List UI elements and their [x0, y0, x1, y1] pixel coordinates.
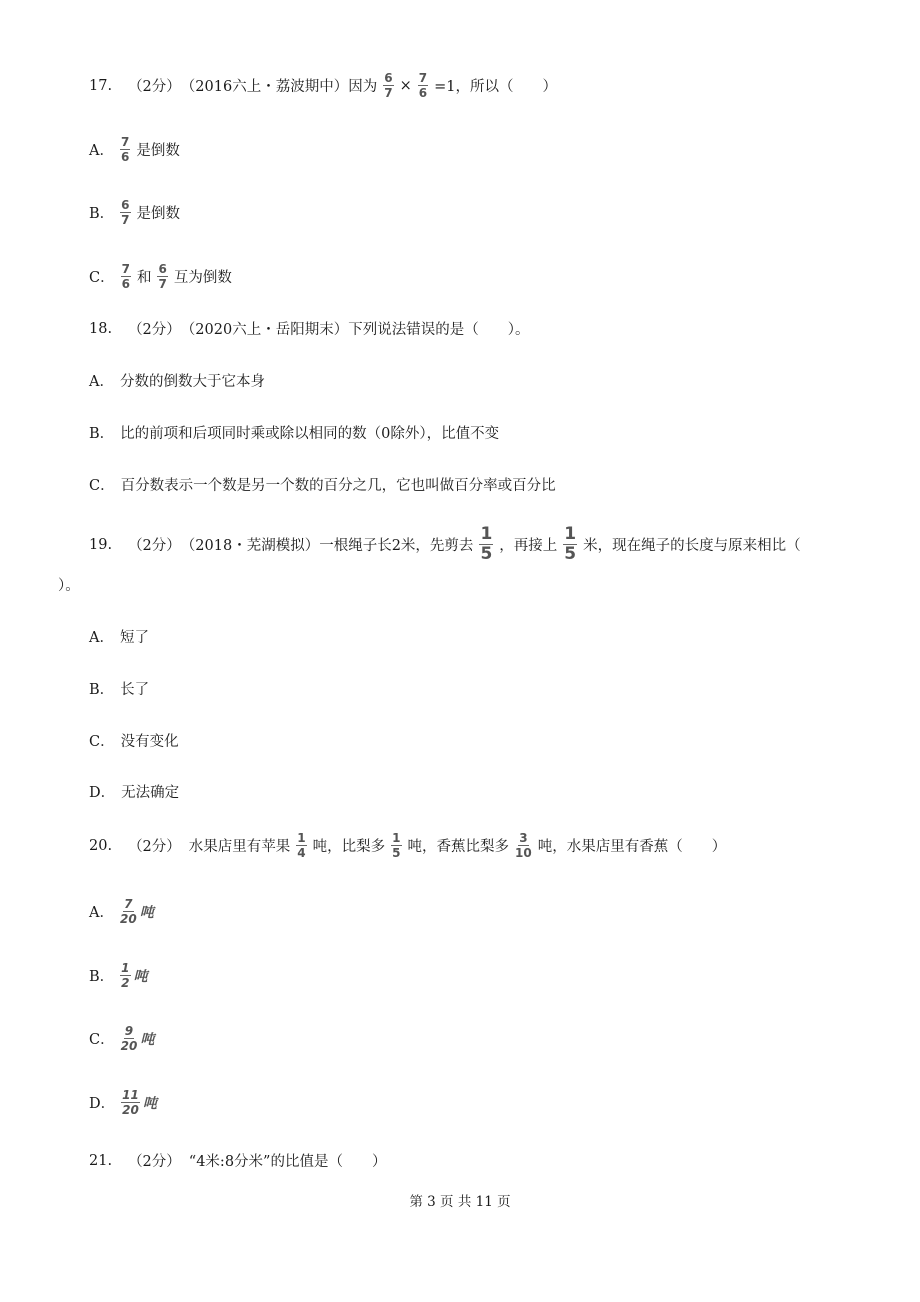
question-text: （2020六上・岳阳期末）下列说法错误的是（ ）。	[180, 322, 530, 338]
option-b[interactable]	[89, 962, 148, 989]
option-label: A．	[89, 143, 114, 159]
question-text: =1，所以（ ）	[434, 79, 557, 95]
fraction: $\frac{3}{10}$	[515, 831, 532, 860]
fraction: $\frac{1}{2}$	[121, 961, 130, 990]
question-text: ×	[399, 77, 412, 94]
option-text: 长了	[120, 682, 150, 698]
unit-text: 吨	[142, 1095, 157, 1112]
question-score: （2分）	[128, 538, 181, 554]
option-text: 和	[136, 270, 152, 286]
fraction: $\frac{7}{6}$	[120, 135, 130, 164]
question-text: 吨，水果店里有香蕉（ ）	[537, 839, 727, 855]
question-number: 19.	[89, 536, 113, 553]
question-17-stem	[89, 72, 557, 99]
fraction: $\frac{9}{20}$	[120, 1024, 138, 1053]
option-label: C．	[89, 270, 115, 286]
option-text: 短了	[119, 630, 149, 646]
option-c[interactable]	[89, 730, 179, 751]
option-d[interactable]	[89, 1089, 157, 1116]
unit-text: 吨	[140, 1031, 155, 1048]
fraction: $\frac{7}{6}$	[121, 262, 130, 291]
option-text: 是倒数	[136, 206, 181, 222]
question-score: （2分）	[128, 322, 181, 338]
option-c[interactable]	[89, 474, 556, 495]
option-label: C．	[89, 734, 115, 750]
option-label: C．	[89, 478, 115, 494]
question-number: 18.	[89, 320, 113, 337]
option-text: 百分数表示一个数是另一个数的百分之几，它也叫做百分率或百分比	[120, 478, 556, 494]
question-score: （2分）	[128, 1154, 181, 1170]
option-a[interactable]	[89, 626, 149, 647]
fraction: $\frac{1}{5}$	[392, 831, 401, 860]
fraction: $\frac{6}{7}$	[158, 262, 167, 291]
option-text: 比的前项和后项同时乘或除以相同的数（0除外），比值不变	[120, 426, 500, 442]
fraction: $\frac{6}{7}$	[384, 71, 393, 100]
fraction: $\frac{1}{5}$	[480, 524, 493, 564]
question-19-stem-cont	[58, 574, 80, 595]
option-d[interactable]	[89, 781, 179, 802]
option-a[interactable]	[89, 136, 180, 163]
option-label: A．	[89, 905, 114, 921]
option-a[interactable]	[89, 898, 154, 925]
unit-text: 吨	[139, 904, 154, 921]
question-text: ）。	[58, 578, 80, 594]
option-label: C．	[89, 1032, 115, 1048]
question-21-stem	[89, 1150, 386, 1171]
option-label: A．	[89, 374, 114, 390]
option-text: 无法确定	[121, 785, 180, 801]
option-label: B．	[89, 426, 115, 442]
question-19-stem	[89, 526, 801, 563]
option-text: 互为倒数	[173, 270, 232, 286]
question-text: 吨，香蕉比梨多	[407, 839, 510, 855]
question-18-stem	[89, 318, 529, 339]
question-text: “4米:8分米”的比值是（ ）	[188, 1154, 387, 1170]
question-text: 米，现在绳子的长度与原来相比（	[583, 538, 801, 554]
option-b[interactable]	[89, 199, 180, 226]
page-footer: 第 3 页 共 11 页	[409, 1194, 511, 1210]
question-20-stem	[89, 832, 726, 859]
fraction: $\frac{7}{20}$	[119, 897, 137, 926]
option-label: D．	[89, 785, 116, 801]
question-text: （2016六上・荔波期中）因为	[180, 79, 378, 95]
question-text: （2018・芜湖模拟）一根绳子长2米，先剪去	[180, 538, 474, 554]
option-text: 是倒数	[136, 143, 180, 159]
question-text: ，再接上	[499, 538, 558, 554]
unit-text: 吨	[133, 968, 148, 985]
question-number: 17.	[89, 77, 113, 94]
question-text: 水果店里有苹果	[188, 839, 291, 855]
option-a[interactable]	[89, 370, 265, 391]
fraction: $\frac{11}{20}$	[122, 1088, 139, 1117]
question-number: 21.	[89, 1152, 113, 1169]
fraction: $\frac{7}{6}$	[418, 71, 428, 100]
option-b[interactable]	[89, 422, 499, 443]
option-c[interactable]	[89, 263, 232, 290]
fraction: $\frac{1}{4}$	[297, 831, 306, 860]
option-label: A．	[89, 630, 114, 646]
fraction: $\frac{1}{5}$	[564, 524, 577, 564]
fraction: $\frac{6}{7}$	[121, 198, 130, 227]
option-label: B．	[89, 682, 115, 698]
question-number: 20.	[89, 837, 113, 854]
option-label: D．	[89, 1096, 116, 1112]
option-label: B．	[89, 969, 115, 985]
option-text: 没有变化	[120, 734, 179, 750]
question-score: （2分）	[128, 839, 181, 855]
question-text: 吨，比梨多	[312, 839, 386, 855]
option-text: 分数的倒数大于它本身	[119, 374, 265, 390]
option-label: B．	[89, 206, 115, 222]
option-c[interactable]	[89, 1025, 154, 1052]
question-score: （2分）	[128, 79, 181, 95]
option-b[interactable]	[89, 678, 149, 699]
